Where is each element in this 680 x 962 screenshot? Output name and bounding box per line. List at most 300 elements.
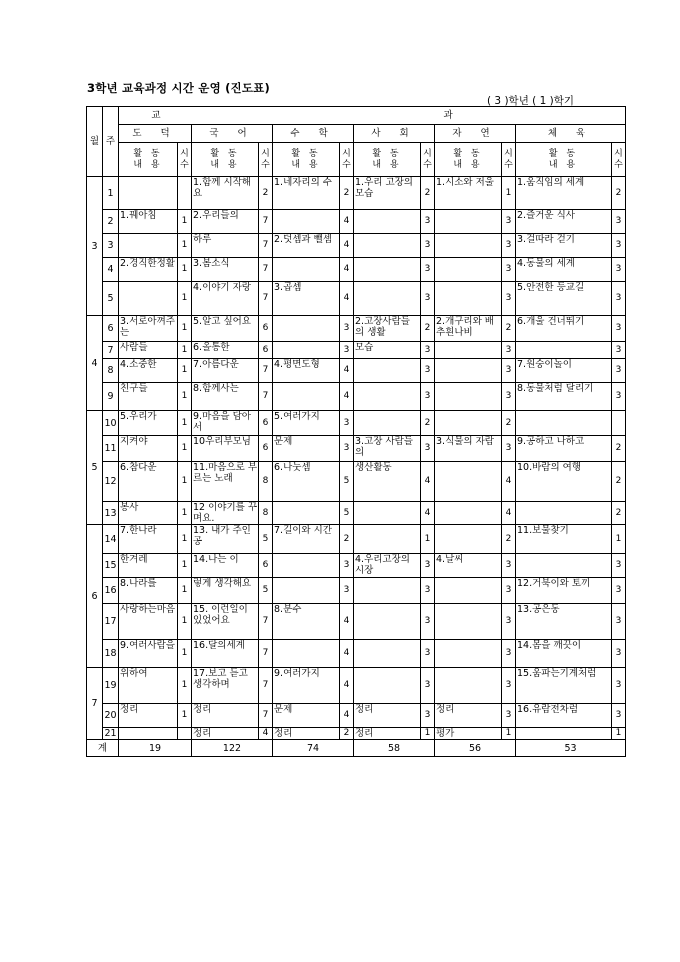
hours-cell: 3 — [340, 436, 354, 462]
hours-cell: 1 — [178, 502, 192, 525]
activity-cell — [354, 234, 421, 258]
subject-header: 사 회 — [354, 125, 435, 143]
table-row — [87, 462, 626, 502]
activity-cell — [119, 234, 178, 258]
activity-cell: 11.마음으로 부르는 노래 — [192, 462, 259, 502]
activity-cell — [435, 578, 502, 604]
activity-cell: 7.한나라 — [119, 525, 178, 554]
semester-label: ( 3 )학년 ( 1 )학기 — [487, 95, 575, 107]
activity-cell: 정리 — [273, 728, 340, 740]
week-cell: 16 — [103, 578, 119, 604]
activity-cell: 봉사 — [119, 502, 178, 525]
activity-cell — [435, 502, 502, 525]
hours-cell: 4 — [340, 282, 354, 316]
hours-cell: 3 — [612, 383, 626, 411]
activity-cell: 3.봄소식 — [192, 258, 259, 282]
hours-cell: 4 — [340, 258, 354, 282]
activity-cell — [435, 640, 502, 668]
hours-cell: 7 — [259, 210, 273, 234]
week-cell: 2 — [103, 210, 119, 234]
month-cell: 6 — [87, 525, 103, 668]
hours-cell: 3 — [612, 342, 626, 359]
table-row — [87, 316, 626, 342]
hours-cell: 7 — [259, 383, 273, 411]
subject-header: 체 육 — [516, 125, 626, 143]
activity-cell: 5.알고 싶어요 — [192, 316, 259, 342]
total-value: 122 — [192, 740, 273, 757]
hours-cell: 7 — [259, 604, 273, 640]
activity-cell: 모습 — [354, 342, 421, 359]
activity-cell — [516, 502, 612, 525]
activity-cell: 10우리부모님 — [192, 436, 259, 462]
hours-cell: 1 — [178, 525, 192, 554]
hours-cell: 5 — [340, 462, 354, 502]
totals-label: 계 — [87, 740, 119, 757]
hours-header: 시 수 — [502, 143, 516, 177]
activity-cell: 13. 내가 주인공 — [192, 525, 259, 554]
hours-cell: 1 — [502, 177, 516, 210]
hours-cell: 3 — [502, 359, 516, 383]
activity-cell: 8.나라를 — [119, 578, 178, 604]
activity-cell — [435, 668, 502, 704]
hours-cell: 5 — [340, 502, 354, 525]
hours-cell: 7 — [259, 704, 273, 728]
week-cell: 17 — [103, 604, 119, 640]
table-row — [87, 342, 626, 359]
hours-header: 시 수 — [178, 143, 192, 177]
activity-cell: 2.우리들의 — [192, 210, 259, 234]
hours-cell: 1 — [178, 234, 192, 258]
activity-cell: 사람들 — [119, 342, 178, 359]
hours-cell: 3 — [612, 640, 626, 668]
hours-cell: 3 — [421, 436, 435, 462]
activity-cell: 지켜야 — [119, 436, 178, 462]
hours-cell: 3 — [340, 411, 354, 436]
table-row — [87, 359, 626, 383]
activity-cell: 6.나눗셈 — [273, 462, 340, 502]
activity-cell: 7.아름다운 — [192, 359, 259, 383]
activity-cell: 2.덧셈과 뺄셈 — [273, 234, 340, 258]
activity-cell — [273, 502, 340, 525]
activity-cell: 2.고장사람들의 생활 — [354, 316, 421, 342]
table-row — [87, 604, 626, 640]
activity-cell — [273, 554, 340, 578]
activity-content-header: 활 동 내 용 — [273, 143, 340, 177]
activity-cell: 12 이야기를 꾸며요. — [193, 502, 258, 524]
hours-cell: 2 — [612, 436, 626, 462]
activity-cell: 친구들 — [119, 383, 178, 411]
table-row — [87, 411, 626, 436]
activity-cell: 4.동물의 세계 — [516, 258, 612, 282]
hours-cell: 1 — [178, 411, 192, 436]
activity-cell — [435, 258, 502, 282]
activity-cell: 평가 — [435, 728, 502, 740]
hours-cell: 6 — [259, 411, 273, 436]
hours-cell: 3 — [612, 258, 626, 282]
hours-cell: 4 — [421, 502, 435, 525]
table-row — [87, 554, 626, 578]
hours-cell: 1 — [612, 728, 626, 740]
table-row — [87, 728, 626, 740]
month-cell: 3 — [87, 177, 103, 316]
hours-cell: 2 — [612, 502, 626, 525]
activity-cell: 8.분수 — [273, 604, 340, 640]
hours-cell: 3 — [421, 383, 435, 411]
hours-cell: 8 — [259, 502, 273, 525]
hours-cell: 6 — [259, 436, 273, 462]
activity-cell — [273, 342, 340, 359]
hours-cell: 6 — [259, 554, 273, 578]
activity-cell: 한겨레 — [119, 554, 178, 578]
activity-cell: 사랑하는마음 — [119, 604, 178, 640]
hours-cell: 1 — [502, 728, 516, 740]
hours-cell: 1 — [178, 316, 192, 342]
hours-cell: 1 — [178, 342, 192, 359]
activity-cell — [516, 554, 612, 578]
week-cell: 18 — [103, 640, 119, 668]
activity-cell: 문제 — [273, 704, 340, 728]
hours-cell: 7 — [259, 668, 273, 704]
hours-cell — [178, 728, 192, 740]
hours-cell: 1 — [178, 282, 192, 316]
activity-cell: 5.안전한 등교길 — [516, 282, 612, 316]
activity-cell — [273, 383, 340, 411]
total-value: 56 — [435, 740, 516, 757]
week-cell: 10 — [103, 411, 119, 436]
hours-cell: 5 — [259, 578, 273, 604]
hours-cell: 4 — [421, 462, 435, 502]
table-row — [87, 502, 626, 525]
hours-cell: 1 — [178, 704, 192, 728]
hours-cell: 4 — [502, 462, 516, 502]
total-value: 58 — [354, 740, 435, 757]
hours-cell: 7 — [259, 282, 273, 316]
week-cell: 4 — [103, 258, 119, 282]
table-row — [87, 383, 626, 411]
hours-cell: 1 — [178, 359, 192, 383]
activity-cell — [516, 728, 612, 740]
activity-cell — [435, 282, 502, 316]
activity-cell: 15. 이런일이 있었어요 — [192, 604, 259, 640]
activity-cell: 2.즐거운 식사 — [516, 210, 612, 234]
hours-cell: 3 — [502, 436, 516, 462]
table-row — [87, 210, 626, 234]
activity-cell: 정리 — [119, 704, 178, 728]
hours-header: 시 수 — [340, 143, 354, 177]
hours-cell: 3 — [612, 604, 626, 640]
activity-cell: 9.여러사람을 — [119, 640, 178, 668]
activity-cell: 9.공하고 나하고 — [516, 436, 612, 462]
activity-cell: 16.달의세계 — [192, 640, 259, 668]
table-row — [87, 525, 626, 554]
hours-cell: 1 — [178, 210, 192, 234]
week-cell: 1 — [103, 177, 119, 210]
week-cell: 20 — [103, 704, 119, 728]
month-cell: 4 — [87, 316, 103, 411]
hours-cell: 3 — [502, 704, 516, 728]
hours-cell: 3 — [421, 258, 435, 282]
activity-cell: 1.우리 고장의 모습 — [354, 177, 421, 210]
activity-cell — [435, 383, 502, 411]
week-cell: 19 — [103, 668, 119, 704]
activity-cell: 9.여러가지 — [273, 668, 340, 704]
hours-cell: 3 — [502, 234, 516, 258]
activity-cell — [119, 282, 178, 316]
activity-cell — [354, 640, 421, 668]
hours-cell: 1 — [178, 554, 192, 578]
hours-cell: 3 — [502, 342, 516, 359]
hours-cell: 1 — [178, 578, 192, 604]
table-row — [87, 282, 626, 316]
activity-cell: 4.소중한 — [119, 359, 178, 383]
hours-cell: 1 — [178, 640, 192, 668]
activity-cell — [354, 282, 421, 316]
week-cell: 21 — [104, 728, 117, 739]
month-header: 월 — [87, 107, 103, 177]
page-title: 3학년 교육과정 시간 운영 (진도표) — [87, 81, 270, 95]
hours-cell: 8 — [259, 462, 273, 502]
activity-content-header: 활 동 내 용 — [119, 143, 178, 177]
hours-cell: 2 — [612, 177, 626, 210]
hours-cell: 3 — [612, 668, 626, 704]
activity-cell: 1.꿰아침 — [119, 210, 178, 234]
hours-cell: 2 — [340, 177, 354, 210]
hours-header: 시 수 — [421, 143, 435, 177]
hours-cell: 1 — [612, 525, 626, 554]
activity-cell: 3.걸따라 걷기 — [516, 234, 612, 258]
hours-cell: 3 — [612, 210, 626, 234]
hours-cell: 1 — [421, 525, 435, 554]
activity-cell: 5.여러가지 — [273, 411, 340, 436]
activity-cell — [273, 258, 340, 282]
activity-cell — [354, 411, 421, 436]
hours-cell — [612, 411, 626, 436]
hours-cell: 3 — [421, 604, 435, 640]
activity-cell: 8.동물처럼 달리기 — [516, 383, 612, 411]
total-value: 19 — [119, 740, 192, 757]
activity-cell — [354, 210, 421, 234]
hours-cell: 1 — [178, 258, 192, 282]
activity-cell — [435, 359, 502, 383]
hours-cell: 1 — [178, 436, 192, 462]
subject-header: 국 어 — [192, 125, 273, 143]
hours-cell: 3 — [502, 282, 516, 316]
activity-cell: 2.개구리와 배추흰나비 — [435, 316, 502, 342]
hours-cell: 2 — [340, 525, 354, 554]
hours-cell: 3 — [421, 554, 435, 578]
activity-cell: 정리 — [435, 704, 502, 728]
activity-cell: 문제 — [273, 436, 340, 462]
table-row — [87, 668, 626, 704]
activity-cell — [516, 342, 612, 359]
hours-header: 시 수 — [259, 143, 273, 177]
hours-cell: 2 — [421, 411, 435, 436]
hours-cell: 7 — [259, 640, 273, 668]
activity-cell: 3.서로아껴주는 — [119, 316, 178, 342]
hours-cell: 4 — [502, 502, 516, 525]
activity-content-header: 활 동 내 용 — [435, 143, 502, 177]
table-row — [87, 578, 626, 604]
activity-content-header: 활 동 내 용 — [192, 143, 259, 177]
hours-cell: 7 — [259, 258, 273, 282]
activity-cell — [273, 578, 340, 604]
week-cell: 14 — [103, 525, 119, 554]
activity-cell — [354, 604, 421, 640]
activity-cell: 2.경직한정활 — [119, 258, 178, 282]
activity-cell — [354, 578, 421, 604]
activity-cell: 10.바람의 여행 — [516, 462, 612, 502]
week-cell: 7 — [103, 342, 119, 359]
table-row — [87, 234, 626, 258]
hours-cell: 3 — [340, 554, 354, 578]
activity-cell: 15.움파는기계처럼 — [516, 668, 612, 704]
hours-cell: 3 — [612, 234, 626, 258]
activity-cell: 1.네자리의 수 — [273, 177, 340, 210]
activity-cell: 정리 — [354, 728, 421, 740]
hours-header: 시 수 — [612, 143, 626, 177]
totals-row — [87, 740, 626, 757]
hours-cell: 3 — [421, 640, 435, 668]
activity-cell: 4.평면도형 — [273, 359, 340, 383]
hours-cell: 3 — [502, 554, 516, 578]
hours-cell: 6 — [259, 316, 273, 342]
hours-cell: 4 — [340, 604, 354, 640]
activity-cell: 9.마음을 담아서 — [192, 411, 259, 436]
hours-cell: 2 — [421, 316, 435, 342]
total-value: 74 — [273, 740, 354, 757]
week-cell: 5 — [103, 282, 119, 316]
hours-cell: 5 — [259, 525, 273, 554]
activity-cell: 13.공은동 — [516, 604, 612, 640]
activity-cell: 6.개울 건너뛰기 — [516, 316, 612, 342]
activity-cell — [435, 604, 502, 640]
hours-cell: 3 — [612, 359, 626, 383]
hours-cell: 4 — [340, 640, 354, 668]
month-cell: 5 — [87, 411, 103, 525]
hours-cell: 2 — [612, 462, 626, 502]
table-row — [87, 258, 626, 282]
hours-cell: 7 — [259, 234, 273, 258]
hours-cell: 3 — [612, 704, 626, 728]
activity-cell — [435, 234, 502, 258]
activity-cell: 생산활동 — [354, 462, 421, 502]
subject-header: 자 연 — [435, 125, 516, 143]
activity-cell: 3.식물의 자람 — [435, 436, 502, 462]
activity-cell — [435, 411, 502, 436]
hours-cell: 2 — [340, 728, 354, 740]
activity-cell: 7.길이와 시간 — [273, 525, 340, 554]
hours-cell: 4 — [340, 234, 354, 258]
hours-cell: 4 — [340, 668, 354, 704]
hours-cell — [178, 177, 192, 210]
hours-cell: 3 — [502, 604, 516, 640]
hours-cell: 3 — [421, 234, 435, 258]
activity-cell — [273, 640, 340, 668]
activity-cell: 16.유람전차럼 — [516, 704, 612, 728]
week-cell: 11 — [103, 436, 119, 462]
hours-cell: 3 — [502, 383, 516, 411]
hours-cell: 2 — [502, 525, 516, 554]
hours-cell: 4 — [340, 704, 354, 728]
hours-cell: 3 — [612, 578, 626, 604]
hours-cell: 1 — [178, 668, 192, 704]
schedule-table — [86, 106, 626, 757]
activity-cell — [354, 502, 421, 525]
hours-cell: 3 — [502, 668, 516, 704]
hours-cell: 3 — [502, 640, 516, 668]
hours-cell: 3 — [421, 359, 435, 383]
hours-cell: 1 — [421, 728, 435, 740]
activity-cell: 3.곱셈 — [273, 282, 340, 316]
subject-header: 도 덕 — [119, 125, 192, 143]
week-cell: 3 — [103, 234, 119, 258]
hours-cell: 4 — [340, 383, 354, 411]
table-row — [87, 640, 626, 668]
activity-cell — [273, 316, 340, 342]
hours-cell: 2 — [421, 177, 435, 210]
activity-cell — [435, 525, 502, 554]
activity-cell: 4.이야기 자랑 — [192, 282, 259, 316]
activity-cell — [354, 668, 421, 704]
hours-cell: 3 — [612, 316, 626, 342]
activity-cell: 정리 — [354, 704, 421, 728]
month-cell: 7 — [87, 668, 103, 740]
hours-cell: 3 — [502, 210, 516, 234]
activity-cell: 정리 — [192, 704, 259, 728]
activity-cell: 하루 — [192, 234, 259, 258]
activity-cell — [119, 177, 178, 210]
hours-cell: 2 — [502, 316, 516, 342]
week-cell: 12 — [103, 462, 119, 502]
activity-cell: 렇게 생각해요 — [192, 578, 259, 604]
hours-cell: 4 — [340, 359, 354, 383]
activity-cell: 12.거북이와 토끼 — [516, 578, 612, 604]
total-value: 53 — [516, 740, 626, 757]
hours-cell: 1 — [178, 462, 192, 502]
activity-cell: 14.몸을 깨끗이 — [516, 640, 612, 668]
hours-cell: 1 — [178, 383, 192, 411]
activity-content-header: 활 동 내 용 — [354, 143, 421, 177]
week-cell: 8 — [103, 359, 119, 383]
hours-cell: 3 — [340, 342, 354, 359]
week-cell: 13 — [103, 502, 119, 525]
activity-cell: 6.참다운 — [119, 462, 178, 502]
hours-cell: 3 — [421, 704, 435, 728]
activity-cell: 3.고장 사람들의 — [354, 436, 421, 462]
table-row — [87, 704, 626, 728]
hours-cell: 3 — [421, 282, 435, 316]
activity-cell: 정리 — [192, 728, 259, 740]
activity-cell: 4.우리고장의 시장 — [354, 554, 421, 578]
hours-cell: 3 — [421, 578, 435, 604]
week-cell: 9 — [103, 383, 119, 411]
activity-cell: 4.날씨 — [435, 554, 502, 578]
activity-cell: 1.시소와 저울 — [435, 177, 502, 210]
hours-cell: 2 — [502, 411, 516, 436]
activity-cell — [273, 210, 340, 234]
table-row — [87, 436, 626, 462]
activity-cell — [435, 462, 502, 502]
activity-cell: 7.원숭이놀이 — [516, 359, 612, 383]
hours-cell: 3 — [421, 210, 435, 234]
activity-cell: 8.함께사는 — [192, 383, 259, 411]
hours-cell: 1 — [178, 604, 192, 640]
activity-cell: 1.함께 시작해요 — [192, 177, 259, 210]
activity-cell — [435, 210, 502, 234]
subjects-group-header: 교 과 — [119, 107, 626, 125]
activity-cell — [354, 383, 421, 411]
week-cell: 15 — [103, 554, 119, 578]
